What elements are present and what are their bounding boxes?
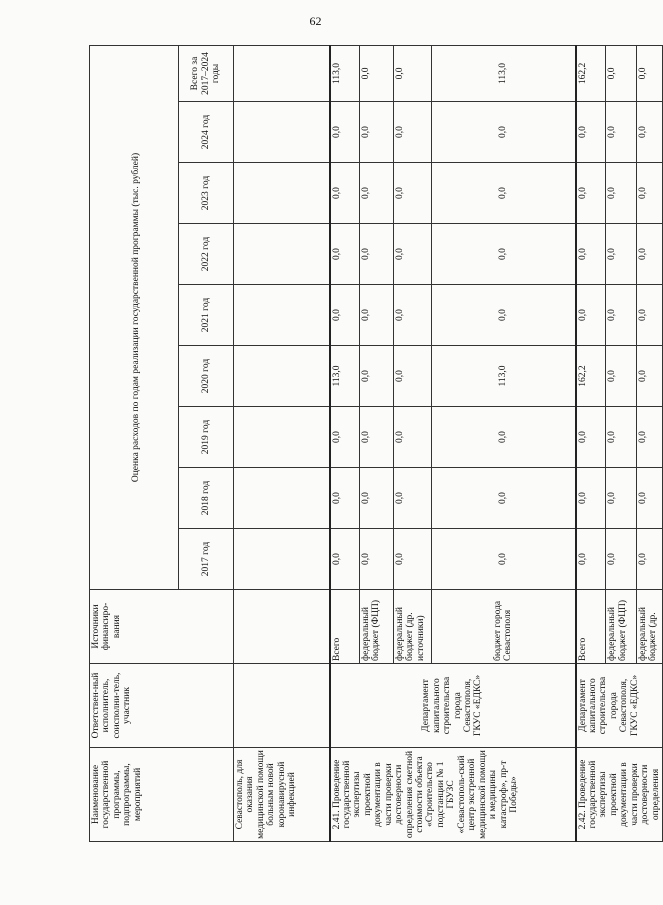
header-executor: Ответствен-ный исполнитель, соисполни-тель, участник bbox=[90, 664, 234, 748]
table-row bbox=[330, 45, 360, 841]
item-executor: Департамент капитального строительства города Севастополя, ГКУС «ЕДКС» bbox=[330, 664, 576, 748]
value-cell: 113,0 bbox=[432, 45, 576, 101]
value-cell: 0,0 bbox=[576, 102, 606, 163]
value-cell: 0,0 bbox=[576, 529, 606, 590]
value-cell: 0,0 bbox=[606, 285, 636, 346]
value-cell: 0,0 bbox=[394, 285, 432, 346]
value-cell: 0,0 bbox=[576, 163, 606, 224]
value-cell: 0,0 bbox=[394, 529, 432, 590]
value-cell: 113,0 bbox=[330, 45, 360, 101]
empty-cell bbox=[234, 468, 330, 529]
value-cell: 0,0 bbox=[432, 529, 576, 590]
value-cell: 0,0 bbox=[606, 224, 636, 285]
value-cell: 0,0 bbox=[636, 407, 662, 468]
table-row-continued bbox=[234, 45, 330, 841]
value-cell: 0,0 bbox=[360, 407, 394, 468]
header-year: 2019 год bbox=[179, 407, 234, 468]
value-cell: 113,0 bbox=[330, 346, 360, 407]
item-name: 2.41. Проведение государственной экспертизы проектной документации в части проверки достоверности определения сметной стоимости объекта «Строительство подстанции № 1 ГБУЗС «Севастополь-ский центр экстренной медицинской помощи и медицины катастроф», пр-т Победы» bbox=[330, 748, 576, 842]
value-cell: 0,0 bbox=[360, 45, 394, 101]
empty-cell bbox=[234, 285, 330, 346]
empty-cell bbox=[234, 407, 330, 468]
value-cell: 0,0 bbox=[394, 346, 432, 407]
value-cell: 0,0 bbox=[432, 224, 576, 285]
value-cell: 0,0 bbox=[330, 163, 360, 224]
empty-cell bbox=[234, 664, 330, 748]
header-source: Источники финансиро-вания bbox=[90, 590, 234, 664]
value-cell: 0,0 bbox=[636, 529, 662, 590]
value-cell: 0,0 bbox=[394, 102, 432, 163]
value-cell: 0,0 bbox=[432, 407, 576, 468]
value-cell: 0,0 bbox=[360, 285, 394, 346]
header-year: 2020 год bbox=[179, 346, 234, 407]
header-year: 2024 год bbox=[179, 102, 234, 163]
value-cell: 0,0 bbox=[360, 102, 394, 163]
empty-cell bbox=[234, 224, 330, 285]
value-cell: 0,0 bbox=[360, 224, 394, 285]
value-cell: 0,0 bbox=[606, 407, 636, 468]
empty-cell bbox=[234, 45, 330, 101]
value-cell: 0,0 bbox=[576, 224, 606, 285]
value-cell: 0,0 bbox=[576, 407, 606, 468]
value-cell: 0,0 bbox=[606, 102, 636, 163]
value-cell: 0,0 bbox=[432, 285, 576, 346]
item-name: 2.42. Проведение государственной экспертизы проектной документации в части проверки достоверности определения bbox=[576, 748, 663, 842]
header-year: 2018 год bbox=[179, 468, 234, 529]
value-cell: 0,0 bbox=[432, 102, 576, 163]
header-year-total: Всего за 2017–2024 годы bbox=[179, 45, 234, 101]
value-cell: 162,2 bbox=[576, 45, 606, 101]
item-executor: Департамент капитального строительства города Севастополя, ГКУС «ЕДКС» bbox=[576, 664, 663, 748]
value-cell: 0,0 bbox=[432, 468, 576, 529]
value-cell: 0,0 bbox=[360, 468, 394, 529]
empty-cell bbox=[234, 163, 330, 224]
rotated-table-wrapper bbox=[89, 46, 661, 842]
empty-cell bbox=[234, 346, 330, 407]
value-cell: 0,0 bbox=[394, 224, 432, 285]
value-cell: 0,0 bbox=[330, 224, 360, 285]
table-row bbox=[576, 45, 606, 841]
value-cell: 0,0 bbox=[330, 102, 360, 163]
value-cell: 0,0 bbox=[576, 285, 606, 346]
value-cell: 0,0 bbox=[360, 163, 394, 224]
value-cell: 0,0 bbox=[636, 45, 662, 101]
source-cell: федеральный бюджет (др. bbox=[636, 590, 662, 664]
budget-table bbox=[89, 45, 663, 842]
source-cell: федеральный бюджет (др. источники) bbox=[394, 590, 432, 664]
value-cell: 0,0 bbox=[636, 163, 662, 224]
value-cell: 0,0 bbox=[636, 224, 662, 285]
empty-cell bbox=[234, 590, 330, 664]
value-cell: 0,0 bbox=[360, 529, 394, 590]
page-number: 62 bbox=[309, 14, 322, 28]
value-cell: 0,0 bbox=[330, 529, 360, 590]
header-estimate-text: Оценка расходов по годам реализации государственной программы (тыс. рублей) bbox=[130, 152, 141, 483]
empty-cell bbox=[234, 102, 330, 163]
header-year: 2017 год bbox=[179, 529, 234, 590]
value-cell: 0,0 bbox=[606, 45, 636, 101]
value-cell: 0,0 bbox=[606, 346, 636, 407]
value-cell: 0,0 bbox=[606, 163, 636, 224]
value-cell: 0,0 bbox=[636, 468, 662, 529]
header-year: 2021 год bbox=[179, 285, 234, 346]
continued-name: Севастополь, для оказания медицинской помощи больным новой коронавирусной инфекцией bbox=[234, 748, 330, 842]
value-cell: 0,0 bbox=[394, 407, 432, 468]
source-cell: Всего bbox=[576, 590, 606, 664]
value-cell: 0,0 bbox=[636, 346, 662, 407]
value-cell: 0,0 bbox=[330, 468, 360, 529]
value-cell: 0,0 bbox=[394, 163, 432, 224]
value-cell: 0,0 bbox=[636, 102, 662, 163]
empty-cell bbox=[234, 529, 330, 590]
value-cell: 0,0 bbox=[330, 407, 360, 468]
value-cell: 0,0 bbox=[432, 163, 576, 224]
value-cell: 0,0 bbox=[360, 346, 394, 407]
header-name: Наименование государственной программы, подпрограммы, мероприятий bbox=[90, 748, 234, 842]
value-cell: 0,0 bbox=[576, 468, 606, 529]
value-cell: 0,0 bbox=[636, 285, 662, 346]
header-year: 2023 год bbox=[179, 163, 234, 224]
value-cell: 162,2 bbox=[576, 346, 606, 407]
header-estimate bbox=[90, 45, 179, 589]
source-cell: федеральный бюджет (ФЦП) bbox=[360, 590, 394, 664]
source-cell: бюджет города Севастополя bbox=[432, 590, 576, 664]
header-row-1 bbox=[90, 45, 179, 841]
value-cell: 113,0 bbox=[432, 346, 576, 407]
value-cell: 0,0 bbox=[330, 285, 360, 346]
value-cell: 0,0 bbox=[394, 45, 432, 101]
value-cell: 0,0 bbox=[394, 468, 432, 529]
source-cell: Всего bbox=[330, 590, 360, 664]
value-cell: 0,0 bbox=[606, 468, 636, 529]
value-cell: 0,0 bbox=[606, 529, 636, 590]
header-year: 2022 год bbox=[179, 224, 234, 285]
source-cell: федеральный бюджет (ФЦП) bbox=[606, 590, 636, 664]
